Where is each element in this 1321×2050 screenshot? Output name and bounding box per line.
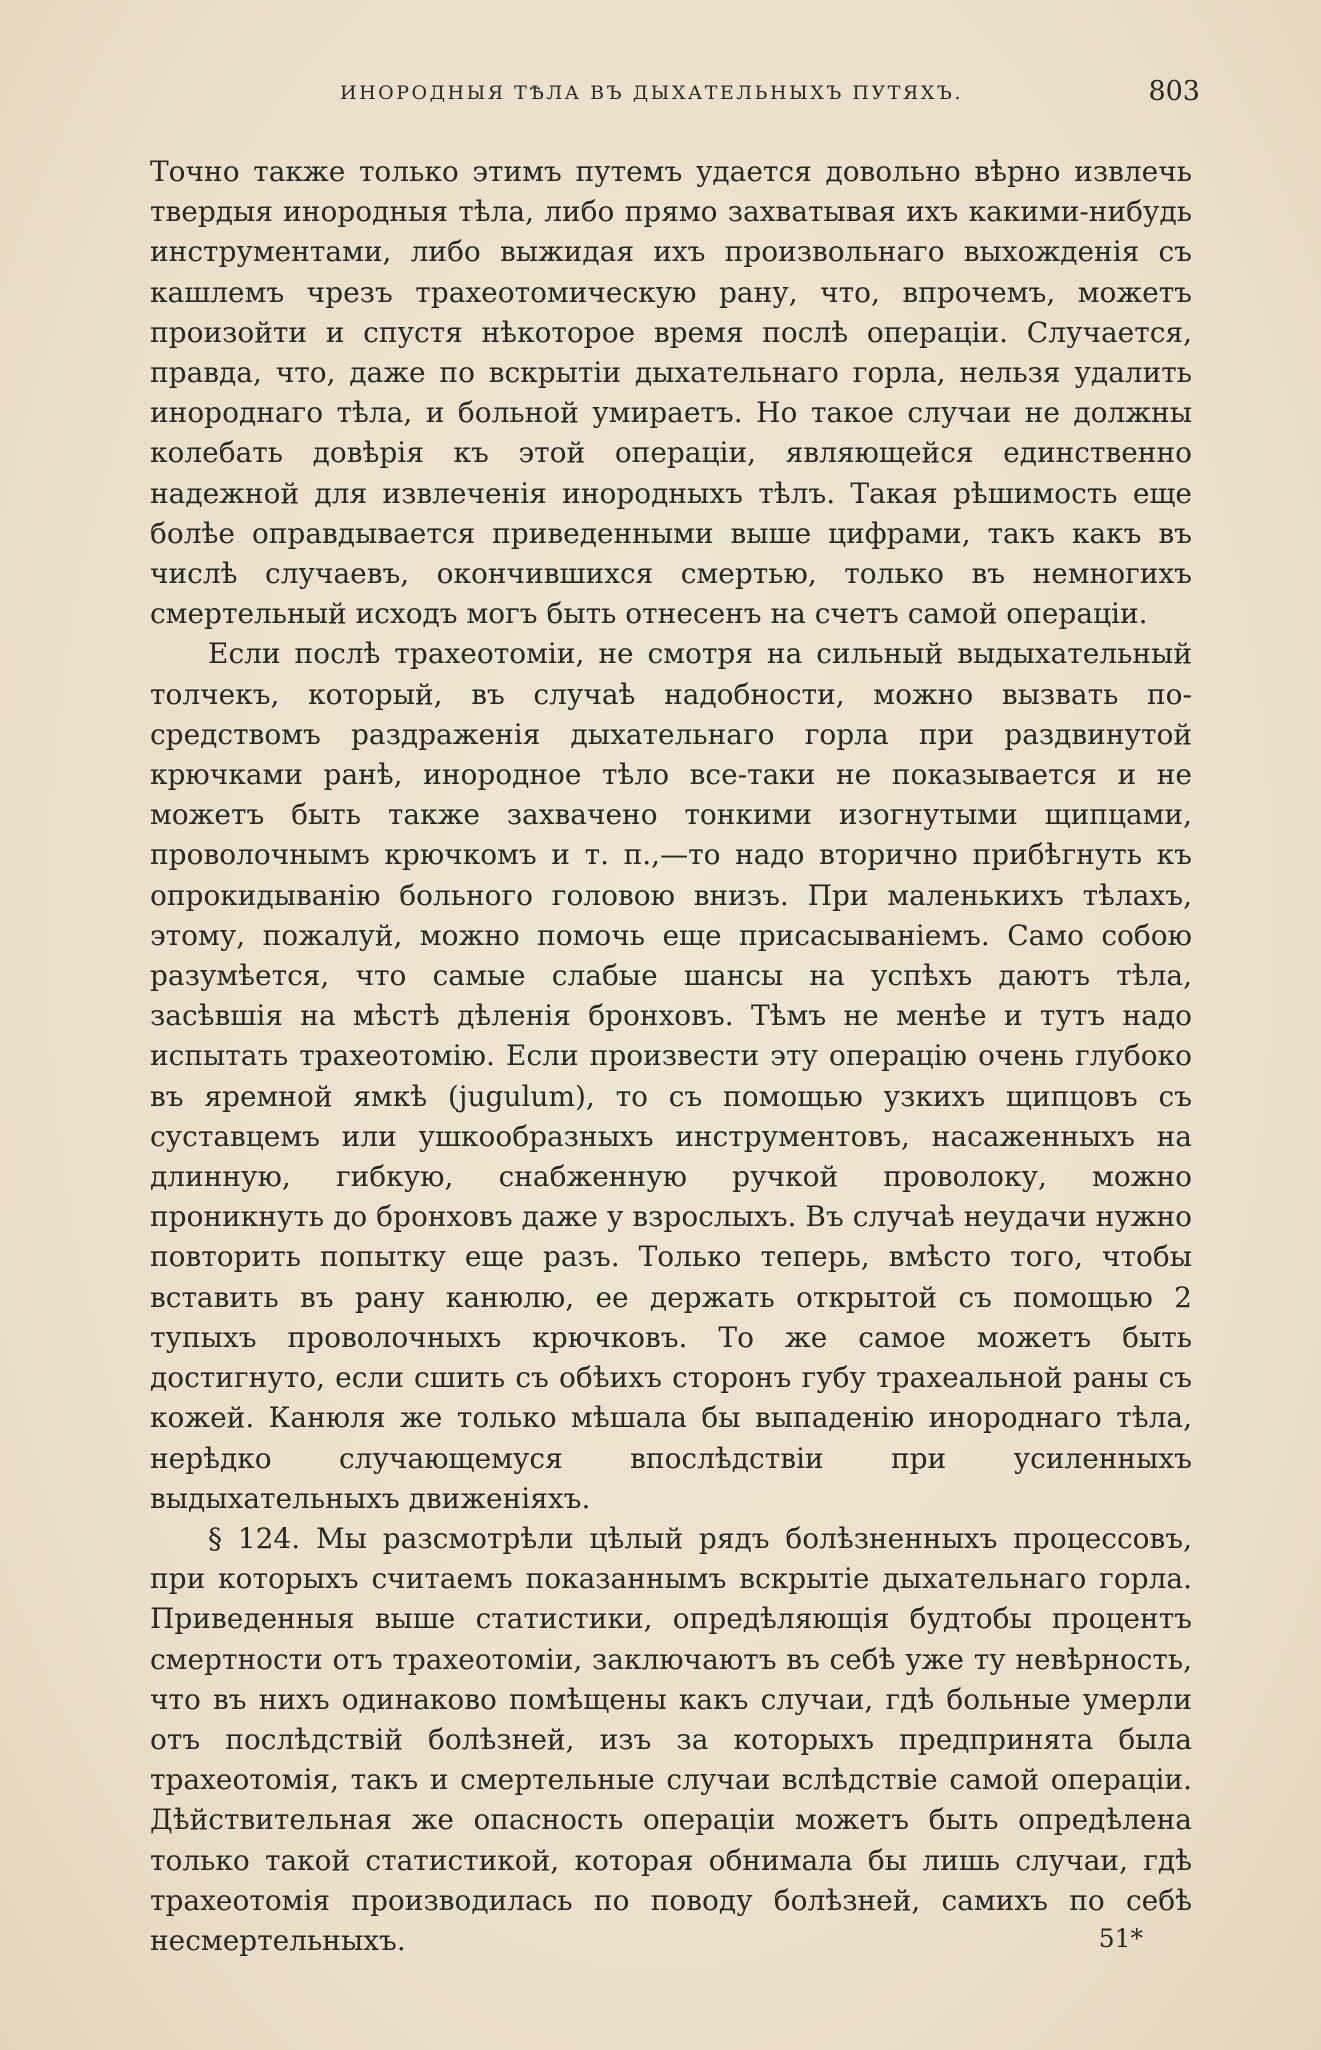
paragraph-3: § 124. Мы разсмотрѣли цѣлый рядъ болѣзненныхъ процессовъ, при которыхъ считаемъ показаннымъ вскрытіе дыхательнаго горла. Приведенныя выше статистики, опредѣляющія будтобы процентъ смертности отъ трахеотоміи, заключаютъ въ себѣ уже ту невѣрность, что въ нихъ одинаково помѣщены какъ случаи, гдѣ больные умерли отъ послѣдствій болѣзней, изъ за которыхъ предпринята была трахеотомія, такъ и смертельные случаи вслѣдствіе самой операціи. Дѣйствительная же опасность операціи можетъ быть опредѣлена только такой статистикой, которая обнимала бы лишь случаи, гдѣ трахеотомія производилась по поводу болѣзней, самихъ по себѣ несмертельныхъ. <box>150 1521 1192 1957</box>
page-header <box>150 76 1200 118</box>
paragraph-2: Если послѣ трахеотоміи, не смотря на сильный выдыхательный толчекъ, который, въ случаѣ надобности, можно вызвать посредствомъ раздраженія дыхательнаго горла при раздвинутой крючками ранѣ, инородное тѣло все-таки не показывается и не можетъ быть также захвачено тонкими изогнутыми щипцами, проволочнымъ крючкомъ и т. п.,—то надо вторично прибѣгнуть къ опрокидыванію больного головою внизъ. При маленькихъ тѣлахъ, этому, пожалуй, можно помочь еще присасываніемъ. Само собою разумѣется, что самые слабые шансы на успѣхъ даютъ тѣла, засѣвшія на мѣстѣ дѣленія бронховъ. Тѣмъ не менѣе и тутъ надо испытать трахеотомію. Если произвести эту операцію очень глубоко въ яремной ямкѣ (jugulum), то съ помощью узкихъ щипцовъ съ суставцемъ или ушкообразныхъ инструментовъ, насаженныхъ на длинную, гибкую, снабженную ручкой проволоку, можно проникнуть до бронховъ даже у взрослыхъ. Въ случаѣ неудачи нужно повторить попытку еще разъ. Только теперь, вмѣсто того, чтобы вставить въ рану канюлю, ее держать открытой съ помощью 2 тупыхъ проволочныхъ крючковъ. То же самое можетъ быть достигнуто, если сшить съ обѣихъ сторонъ губу трахеальной раны съ кожей. Канюля же только мѣшала бы выпаденію инороднаго тѣла, нерѣдко случающемуся впослѣдствіи при усиленныхъ выдыхательныхъ движеніяхъ. <box>150 637 1192 1515</box>
paragraph-1: Точно также только этимъ путемъ удается довольно вѣрно извлечь твердыя инородныя тѣла, либо прямо захватывая ихъ какими-нибудь инструментами, либо выжидая ихъ произвольнаго выхожденія съ кашлемъ чрезъ трахеотомическую рану, что, впрочемъ, можетъ произойти и спустя нѣкоторое время послѣ операціи. Случается, правда, что, даже по вскрытіи дыхательнаго горла, нельзя удалить инороднаго тѣла, и больной умираетъ. Но такое случаи не должны колебать довѣрія къ этой операціи, являющейся единственно надежной для извлеченія инородныхъ тѣлъ. Такая рѣшимость еще болѣе оправдывается приведенными выше цифрами, такъ какъ въ числѣ случаевъ, окончившихся смертью, только въ немногихъ смертельный исходъ могъ быть отнесенъ на счетъ самой операціи. <box>150 155 1192 631</box>
body-text <box>150 152 1192 1961</box>
page-number: 803 <box>1148 76 1200 107</box>
signature-mark: 51* <box>1098 1924 1143 1953</box>
running-head: ИНОРОДНЫЯ ТѢЛА ВЪ ДЫХАТЕЛЬНЫХЪ ПУТЯХЪ. <box>340 82 963 104</box>
